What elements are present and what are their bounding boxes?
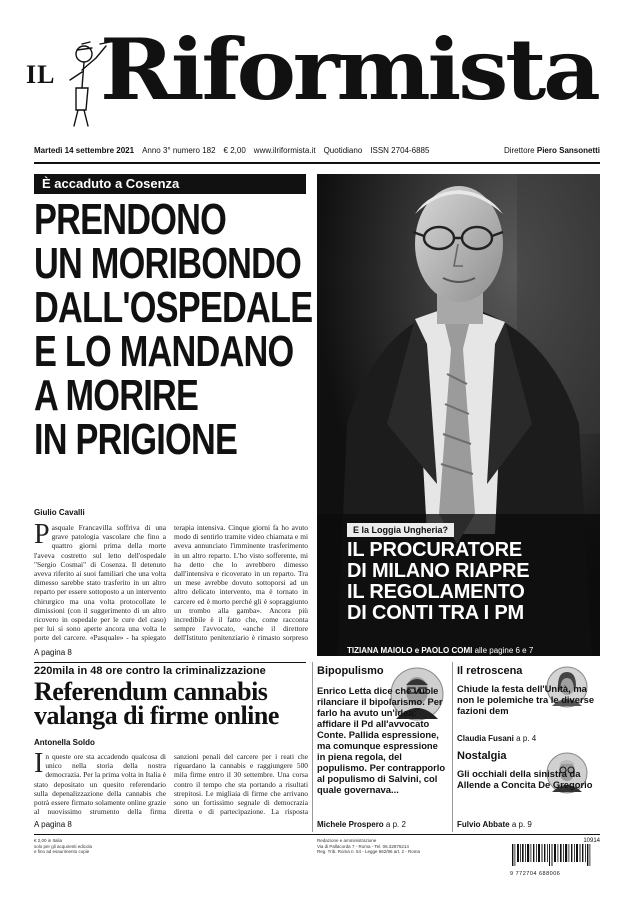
nostalgia-text[interactable]: Gli occhiali della sinistra da Allende a Concita De Gregorio	[457, 768, 593, 790]
nostalgia-byline	[457, 820, 532, 829]
retroscena-author: Claudia Fusani	[457, 734, 514, 743]
footer-legal-line: Reg. Trib. Roma n. 54 - Legge 662/96 art. 2 - Roma	[317, 849, 421, 854]
column-divider	[312, 662, 313, 832]
photo-headline-line: DI MILANO RIAPRE	[347, 560, 530, 582]
retroscena-byline	[457, 734, 536, 743]
retroscena-text[interactable]: Chiude la festa dell'Unità, ma non le polemiche tra le diverse fazioni dem	[457, 683, 595, 716]
second-body-col1-text: n queste ore sta accadendo qualcosa di unico nella storia della nostra democrazia. Per la prima volta in Italia è stato depositato un quesito referendario sulla depenalizzazione della cannabis che potrà essere firmato solamente online grazie al nuovissimo strumento della firma	[34, 752, 166, 817]
barcode-bars	[510, 844, 600, 866]
lead-headline-line: DALL'OSPEDALE	[34, 283, 313, 332]
footer-rule	[34, 834, 600, 835]
retroscena-title: Il retroscena	[457, 665, 523, 677]
retroscena-page-ref[interactable]: a p. 4	[516, 734, 537, 743]
lead-headline-line: E LO MANDANO	[34, 327, 294, 376]
lead-headline[interactable]	[34, 195, 315, 464]
director	[504, 146, 600, 155]
photo-story-authors	[317, 646, 600, 655]
lead-kicker: È accaduto a Cosenza	[34, 174, 306, 194]
nostalgia-title: Nostalgia	[457, 750, 507, 762]
photo-page-ref[interactable]: alle pagine 6 e 7	[474, 646, 534, 655]
second-body-col2: sanzioni penali del carcere per i reati che riguardano la cannabis e raggiungere 500 mila firme entro il 30 settembre. Una corsa contro il tempo che sta portando a risultati strepitosi. Le migliaia di firme che arrivano sono un fortissimo segnale di democrazia diretta e di partecipazione. La risposta	[174, 752, 308, 817]
photo-headline-line: IL PROCURATORE	[347, 539, 522, 561]
director-name: Piero Sansonetti	[536, 146, 600, 155]
issue-code: 10914	[583, 838, 600, 844]
issue-number: Anno 3° numero 182	[142, 146, 216, 155]
lead-body-col2: terapia intensiva. Cinque giorni fa ho avuto modo di sentirlo tramite video chiamata e mi aveva annunciato l'imminente trasferimento in un altro reparto. L'ho visto sofferente, mi ha detto che lo avrebbero dimesso dall'intensiva e ricoverato in un reparto. Tra un mese avrebbe dovuto sottoporsi ad un altro delicato intervento, ma è tornato in carcere ed è morto perché gli è sopraggiunto un trombo alla gamba». Ancora più incredibile è il fatto che, come racconta sempre l'avvocato, «anche il direttore dell'Istituto penitenziario è rimasto sorpreso	[174, 523, 308, 643]
second-headline-line: valanga di firme online	[34, 701, 279, 730]
photo-tag: E la Loggia Ungheria?	[347, 523, 454, 537]
lead-byline: Giulio Cavalli	[34, 508, 85, 517]
masthead-rule	[34, 162, 600, 164]
second-headline[interactable]	[34, 677, 334, 730]
barcode	[510, 838, 600, 877]
lead-page-ref[interactable]: A pagina 8	[34, 648, 72, 657]
footer-legal-line: € 2,00 in Italia	[34, 838, 63, 843]
bipopulismo-page-ref[interactable]: a p. 2	[385, 820, 406, 829]
price: € 2,00	[223, 146, 246, 155]
publication-type: Quotidiano	[323, 146, 363, 155]
photo-headline[interactable]	[317, 540, 600, 624]
director-label: Direttore	[503, 146, 535, 155]
second-story-rule	[34, 662, 306, 663]
footer-legal-line: Via di Pallacorda 7 - Roma - Tel. 06.32876214	[317, 843, 409, 849]
second-kicker: 220mila in 48 ore contro la criminalizzazione	[34, 665, 266, 677]
second-body-col1	[34, 752, 166, 818]
second-headline-line: Referendum cannabis	[34, 677, 268, 706]
photo-tag-wrap	[317, 520, 600, 538]
dateline	[34, 146, 600, 155]
drop-cap: P	[34, 523, 50, 550]
barcode-number: 9 772704 688006	[510, 871, 561, 877]
bipopulismo-title: Bipopulismo	[317, 665, 384, 677]
photo-headline-line: IL REGOLAMENTO	[347, 581, 525, 603]
lead-headline-line: IN PRIGIONE	[34, 415, 238, 464]
footer-legal-left	[34, 838, 174, 855]
footer-legal-line: e fino ad esaurimento copie	[34, 849, 90, 854]
masthead-title: Riformista	[100, 20, 598, 119]
photo-authors: TIZIANA MAIOLO e PAOLO COMI	[347, 646, 473, 655]
nostalgia-page-ref[interactable]: a p. 9	[511, 820, 532, 829]
lead-headline-line: UN MORIBONDO	[34, 239, 302, 288]
lead-body-col1	[34, 523, 166, 643]
lead-headline-line: A MORIRE	[34, 371, 199, 420]
bipopulismo-text[interactable]: Enrico Letta dice che vuole rilanciare il bipolarismo. Per farlo ha avuto un'idea: affidare il Pd all'avvocato Conte. Pallida espressione, ma comunque espressione in piena regola, del populismo. Per contrapporlo al populismo di Salvini, col quale governava...	[317, 685, 446, 795]
masthead-prefix: IL	[26, 60, 56, 89]
photo-headline-line: DI CONTI TRA I PM	[347, 602, 524, 624]
lead-headline-line: PRENDONO	[34, 195, 227, 244]
website-link[interactable]: www.ilriformista.it	[253, 146, 316, 155]
footer-legal-line: Redazione e amministrazione	[317, 838, 377, 843]
column-divider	[452, 662, 453, 832]
second-byline: Antonella Soldo	[34, 738, 95, 747]
date: Martedì 14 settembre 2021	[34, 146, 135, 155]
drop-cap: I	[34, 752, 44, 779]
bipopulismo-byline	[317, 820, 406, 829]
issn: ISSN 2704-6885	[370, 146, 430, 155]
footer-legal-mid	[317, 838, 497, 855]
lead-body-col1-text: asquale Francavilla soffriva di una grave patologia vascolare che fino a quattro giorni prima della morte l'aveva costretto sul letto dell'ospedale "Sergio Cosmai" di Cosenza. Il detenuto aveva riferito ai suoi familiari che una volta dimesso sarebbe stato trasferito in un altro reparto per essere sottoposto a un intervento chirurgico ma una volta protocollate le dimissioni (con il suggerimento di un altro ricovero in ospedale per le cure del caso) per lui si sono aperte ancora una volta le porte del carcere. «Pasquale» - ha spiegato	[34, 523, 166, 643]
footer-legal-line: solo per gli acquirenti edicola	[34, 843, 93, 849]
nostalgia-author: Fulvio Abbate	[457, 820, 510, 829]
bipopulismo-author: Michele Prospero	[317, 820, 384, 829]
second-page-ref[interactable]: A pagina 8	[34, 820, 72, 829]
